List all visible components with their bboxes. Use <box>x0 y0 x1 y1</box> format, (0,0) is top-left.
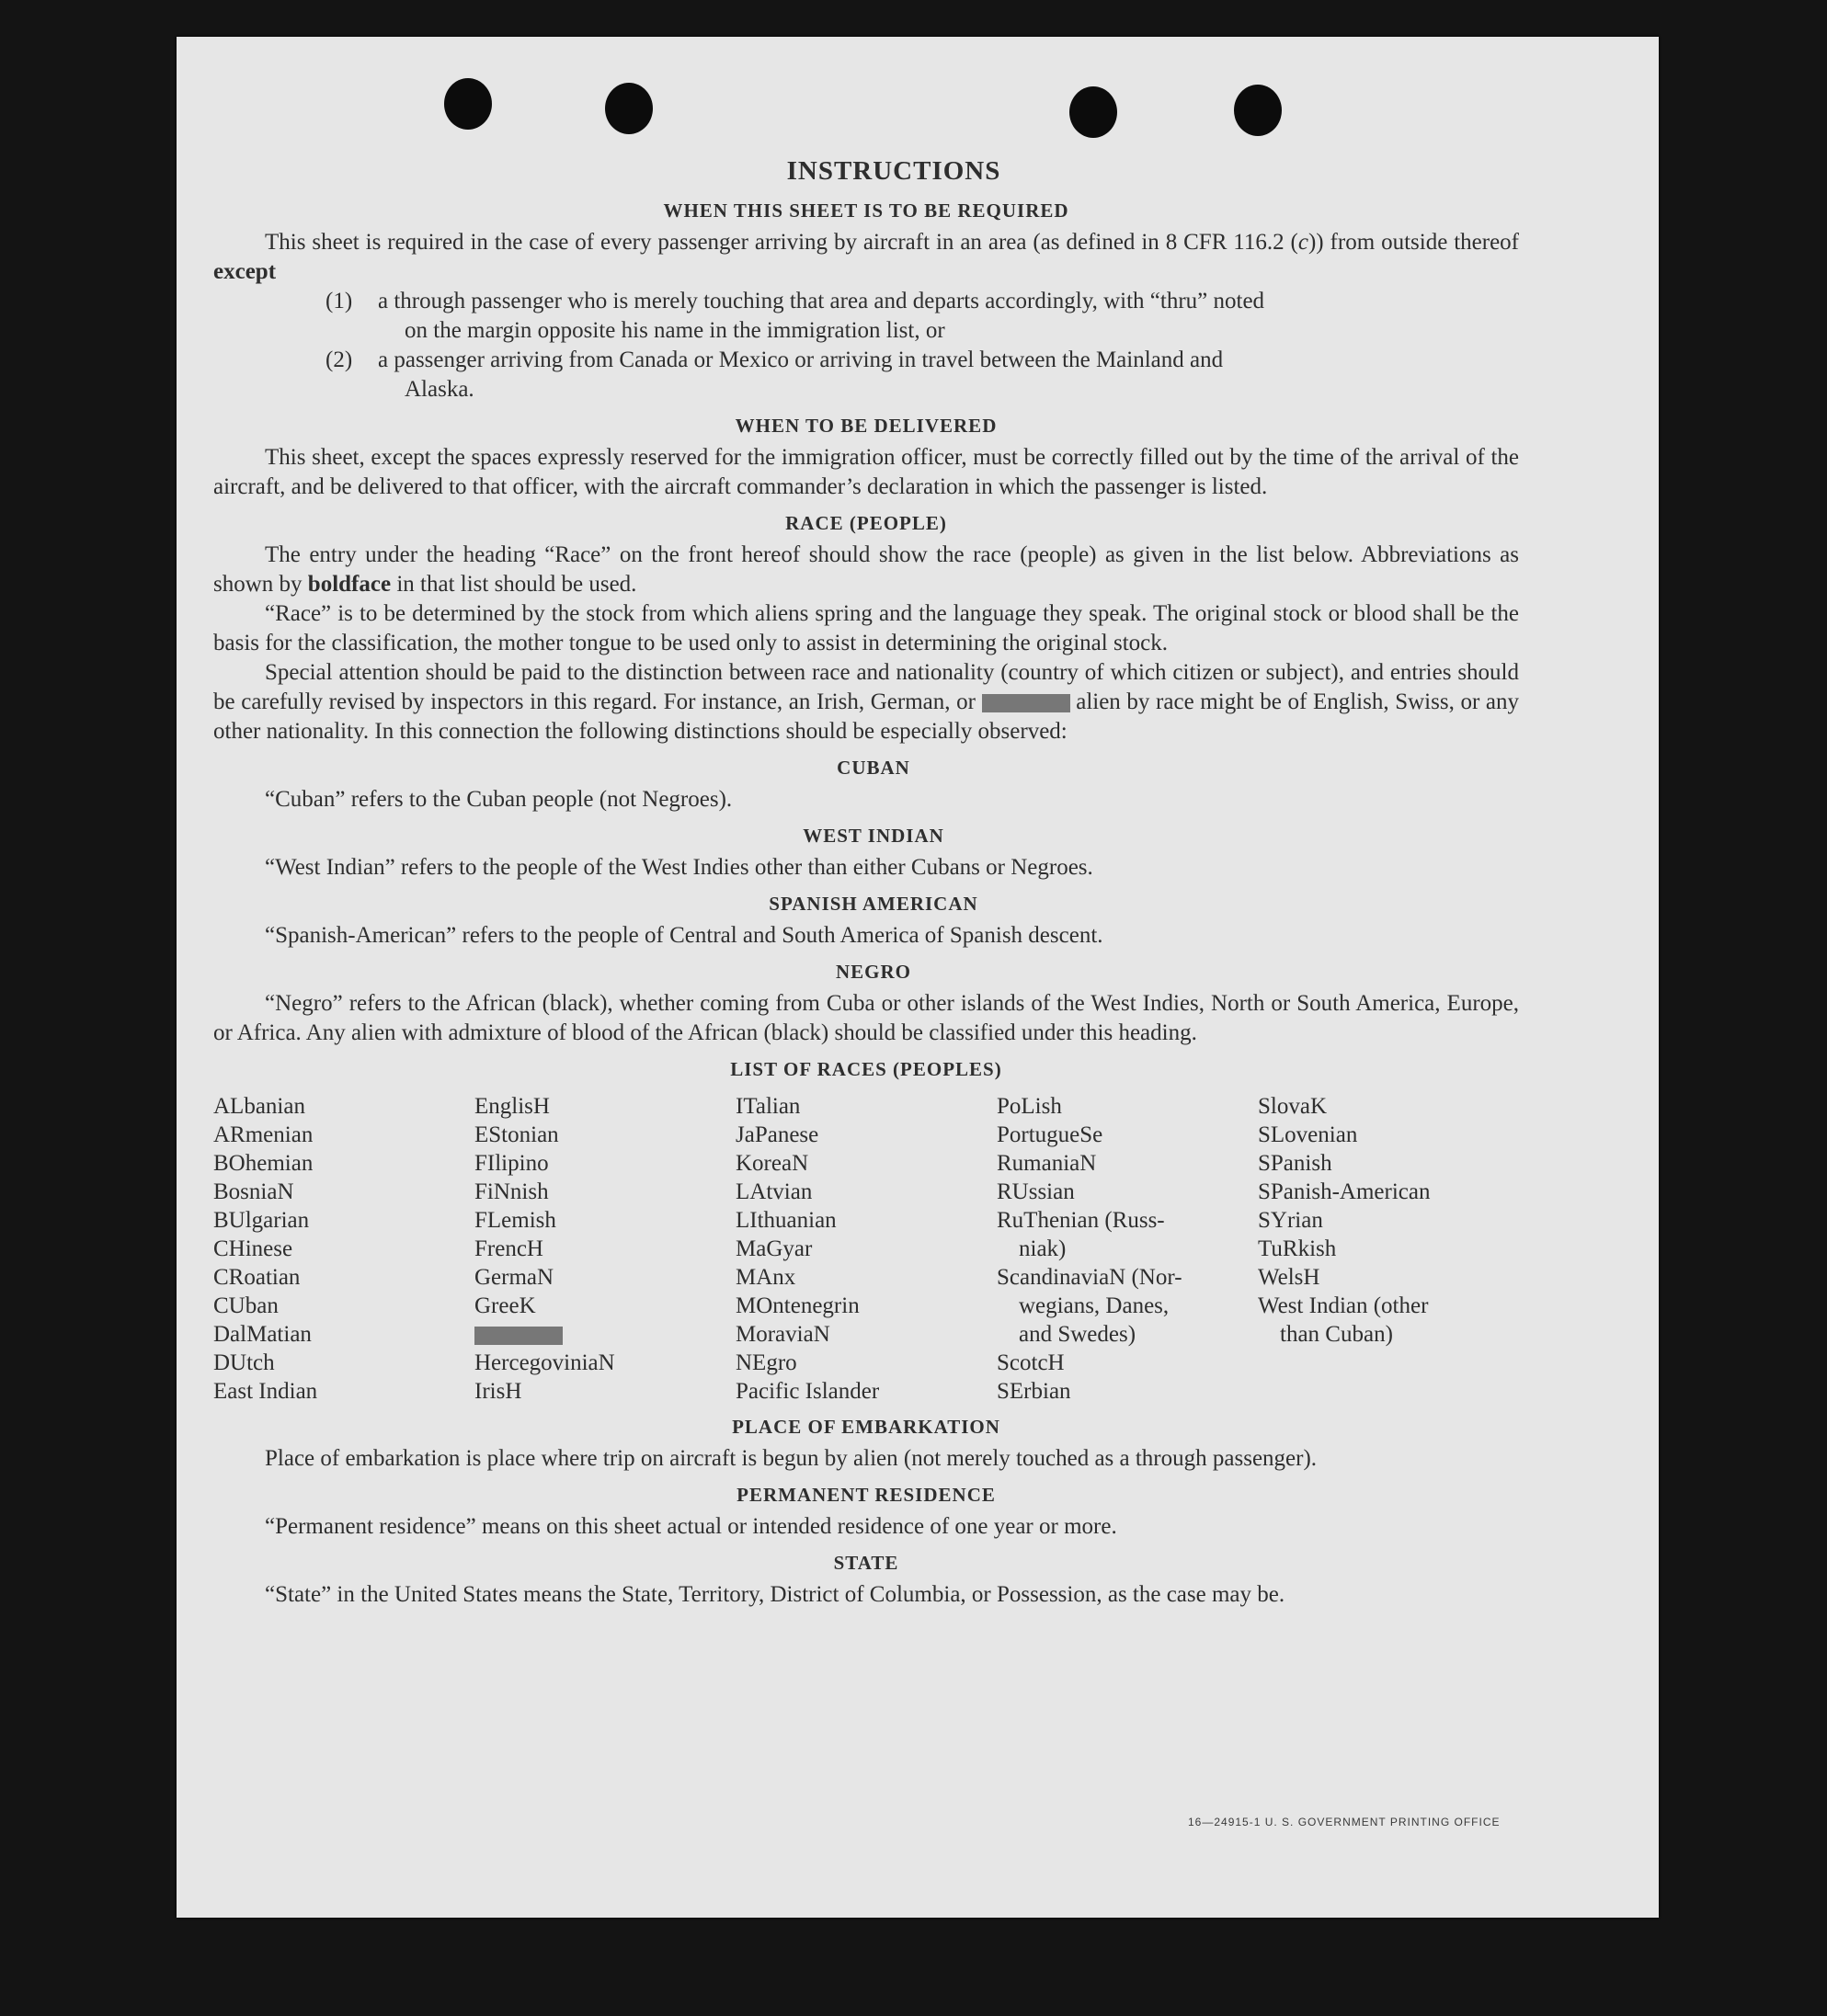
punch-hole <box>1069 86 1117 138</box>
heading-west-indian: WEST INDIAN <box>803 825 944 847</box>
race-item: SLovenian <box>1258 1122 1358 1147</box>
race-item: FiNnish <box>474 1179 549 1204</box>
race-item: WelsH <box>1258 1265 1320 1290</box>
race-item: SErbian <box>997 1379 1071 1404</box>
race-item: KoreaN <box>736 1151 809 1176</box>
race-item: HercegoviniaN <box>474 1350 615 1375</box>
race-item: MAnx <box>736 1265 796 1290</box>
punch-hole <box>1234 85 1282 136</box>
race-item: SPanish <box>1258 1151 1332 1176</box>
heading-when-required: WHEN THIS SHEET IS TO BE REQUIRED <box>663 199 1069 222</box>
heading-list-of-races: LIST OF RACES (PEOPLES) <box>730 1058 1002 1080</box>
race-column-1 <box>213 1092 474 1406</box>
race-item: LAtvian <box>736 1179 813 1204</box>
race-item: DalMatian <box>213 1322 312 1347</box>
paragraph-race-1: The entry under the heading “Race” on the front hereof should show the race (people) as given in the list below. Abbreviations as shown by boldface in that list should be used. <box>213 542 1519 597</box>
race-item: SYrian <box>1258 1208 1323 1233</box>
race-item-continued: than Cuban) <box>1280 1322 1393 1347</box>
race-item: NEgro <box>736 1350 797 1375</box>
race-item-continued: niak) <box>1019 1236 1067 1261</box>
race-item: PoLish <box>997 1094 1062 1119</box>
race-item: West Indian (other <box>1258 1293 1429 1318</box>
race-item: PortugueSe <box>997 1122 1103 1147</box>
paragraph-residence: “Permanent residence” means on this sheet actual or intended residence of one year or more. <box>265 1514 1117 1539</box>
race-item: EStonian <box>474 1122 559 1147</box>
race-item: MOntenegrin <box>736 1293 860 1318</box>
heading-permanent-residence: PERMANENT RESIDENCE <box>737 1484 996 1506</box>
race-item: CUban <box>213 1293 279 1318</box>
race-item: RUssian <box>997 1179 1075 1204</box>
paragraph-negro: “Negro” refers to the African (black), whether coming from Cuba or other islands of the West Indies, North or South America, Europe, or Africa. Any alien with admixture of blood of the African (black) should be classified under this heading. <box>213 991 1519 1045</box>
paragraph-embarkation: Place of embarkation is place where trip on aircraft is begun by alien (not merely touched as a through passenger). <box>265 1446 1318 1471</box>
document-page <box>177 37 1659 1918</box>
paragraph-race-3: Special attention should be paid to the distinction between race and nationality (country of which citizen or subject), and entries should be carefully revised by inspectors in this regard. For instance, an Irish, German, or alien by race might be of English, Swiss, or any other nationality. In this connection the following distinctions should be especially observed: <box>213 660 1519 744</box>
punch-hole <box>444 78 492 130</box>
race-item: ITalian <box>736 1094 801 1119</box>
race-item: MoraviaN <box>736 1322 830 1347</box>
paragraph-state: “State” in the United States means the State, Territory, District of Columbia, or Possession, as the case may be. <box>265 1582 1285 1607</box>
race-item-continued: and Swedes) <box>1019 1322 1136 1347</box>
race-item: ALbanian <box>213 1094 305 1119</box>
race-item: TuRkish <box>1258 1236 1337 1261</box>
race-item: Pacific Islander <box>736 1379 880 1404</box>
race-column-2 <box>474 1092 736 1406</box>
race-item: EnglisH <box>474 1094 550 1119</box>
heading-race: RACE (PEOPLE) <box>785 512 947 534</box>
paragraph-spanish-american: “Spanish-American” refers to the people of Central and South America of Spanish descent. <box>265 923 1103 948</box>
race-item: FIlipino <box>474 1151 549 1176</box>
punch-hole <box>605 83 653 134</box>
paragraph-required-intro: This sheet is required in the case of every passenger arriving by aircraft in an area (as defined in 8 CFR 116.2 (c)) from outside thereof except <box>213 230 1519 284</box>
paragraph-delivered: This sheet, except the spaces expressly reserved for the immigration officer, must be correctly filled out by the time of the arrival of the aircraft, and be delivered to that officer, with the aircraft commander’s declaration in which the passenger is listed. <box>213 445 1519 499</box>
race-column-5 <box>1258 1092 1519 1406</box>
exception-item-1: (1) a through passenger who is merely touching that area and departs accordingly, with “thru” noted on the margin opposite his name in the immigration list, or <box>325 289 1265 343</box>
heading-cuban: CUBAN <box>837 757 910 779</box>
exception-item-2: (2) a passenger arriving from Canada or Mexico or arriving in travel between the Mainland and Alaska. <box>325 347 1224 402</box>
race-item: ScandinaviaN (Nor- <box>997 1265 1182 1290</box>
race-item: BosniaN <box>213 1179 294 1204</box>
race-item: FrencH <box>474 1236 543 1261</box>
race-item: ARmenian <box>213 1122 314 1147</box>
race-item: GreeK <box>474 1293 536 1318</box>
race-item: FLemish <box>474 1208 556 1233</box>
race-item: MaGyar <box>736 1236 813 1261</box>
race-item: DUtch <box>213 1350 275 1375</box>
heading-negro: NEGRO <box>835 961 911 983</box>
race-item-continued: wegians, Danes, <box>1019 1293 1170 1318</box>
heading-when-delivered: WHEN TO BE DELIVERED <box>735 415 998 437</box>
race-item: GermaN <box>474 1265 554 1290</box>
race-item: BOhemian <box>213 1151 314 1176</box>
race-column-3 <box>736 1092 997 1406</box>
redacted-word <box>474 1327 563 1345</box>
page-title: INSTRUCTIONS <box>786 156 1001 186</box>
race-item: IrisH <box>474 1379 522 1404</box>
race-item: SPanish-American <box>1258 1179 1431 1204</box>
race-item: SlovaK <box>1258 1094 1327 1119</box>
paragraph-west-indian: “West Indian” refers to the people of the West Indies other than either Cubans or Negroes. <box>265 855 1093 880</box>
race-item: RuThenian (Russ- <box>997 1208 1165 1233</box>
race-item: LIthuanian <box>736 1208 837 1233</box>
paragraph-cuban: “Cuban” refers to the Cuban people (not Negroes). <box>265 787 733 812</box>
race-item: JaPanese <box>736 1122 819 1147</box>
redacted-word <box>982 694 1070 712</box>
instructions-content <box>213 153 1519 1610</box>
race-item: ScotcH <box>997 1350 1065 1375</box>
race-item: CRoatian <box>213 1265 301 1290</box>
race-item: RumaniaN <box>997 1151 1097 1176</box>
race-item: BUlgarian <box>213 1208 310 1233</box>
race-item: CHinese <box>213 1236 293 1261</box>
heading-place-of-embarkation: PLACE OF EMBARKATION <box>732 1416 1000 1438</box>
printer-imprint: 16—24915-1 U. S. GOVERNMENT PRINTING OFFICE <box>1188 1816 1501 1828</box>
heading-state: STATE <box>833 1552 899 1574</box>
heading-spanish-american: SPANISH AMERICAN <box>769 893 978 915</box>
race-list <box>213 1092 1519 1406</box>
race-item: East Indian <box>213 1379 318 1404</box>
paragraph-race-2: “Race” is to be determined by the stock from which aliens spring and the language they speak. The original stock or blood shall be the basis for the classification, the mother tongue to be used only to assist in determining the original stock. <box>213 601 1519 655</box>
race-item-redacted <box>474 1320 736 1349</box>
race-column-4 <box>997 1092 1258 1406</box>
